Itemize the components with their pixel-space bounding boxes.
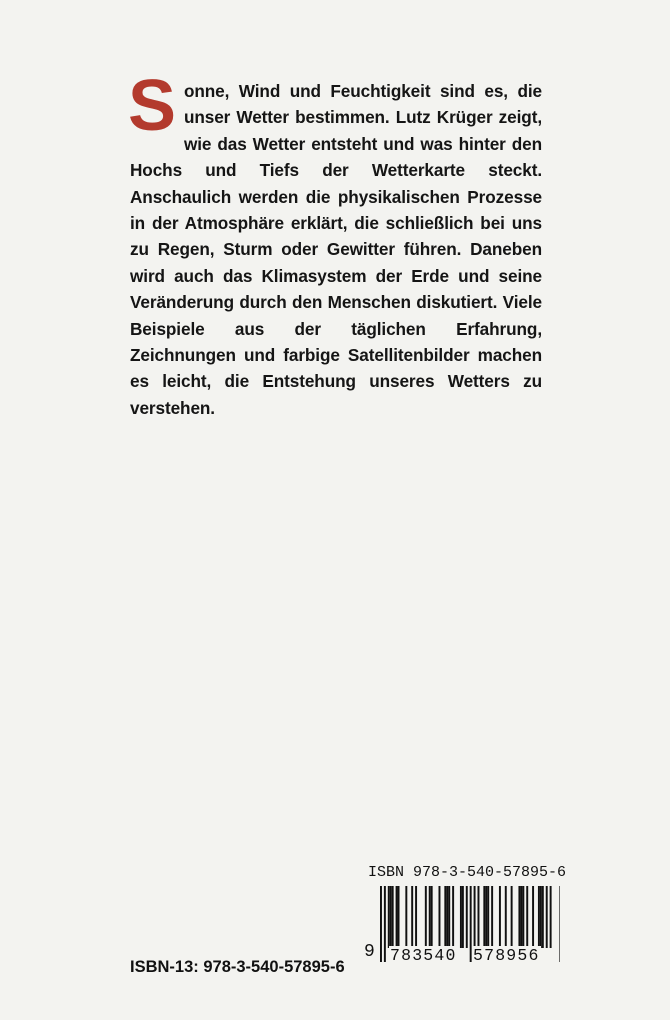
barcode-bar [429, 886, 431, 948]
barcode-bar [462, 886, 464, 948]
barcode-bar [540, 886, 542, 948]
barcode-bar [431, 886, 433, 948]
barcode-bar [448, 886, 450, 948]
barcode-bar [483, 886, 485, 948]
barcode-left-digits: 783540 [390, 946, 457, 965]
barcode-first-digit: 9 [364, 942, 375, 962]
barcode-bar [460, 886, 462, 948]
barcode-bar [532, 886, 534, 948]
back-cover-blurb [128, 66, 542, 421]
barcode-bar [526, 886, 528, 948]
barcode-bar [392, 886, 394, 948]
barcode-bar [390, 886, 392, 948]
barcode-bar [446, 886, 448, 948]
barcode-bar [546, 886, 548, 948]
barcode-bar [550, 886, 552, 948]
barcode-bar [520, 886, 522, 948]
barcode-bar [405, 886, 407, 948]
barcode-guard-bar [384, 886, 386, 962]
barcode-bar [487, 886, 489, 948]
blurb-text: onne, Wind und Feuchtigkeit sind es, die unser Wetter bestimmen. Lutz Krüger zeigt, wie das Wetter entsteht und was hinter den Hochs und Tiefs der Wetterkarte steckt. Anschaulich werden die physikalischen Prozesse in der Atmosphäre erklärt, die schließlich bei uns zu Regen, Sturm oder Gewitter führen. Daneben wird auch das Klimasystem der Erde und seine Veränderung durch den Menschen diskutiert. Viele Beispiele aus der täglichen Erfahrung, Zeichnungen und farbige Satellitenbilder machen es leicht, die Entstehung unseres Wetters zu verstehen. [130, 81, 542, 418]
barcode-bar [542, 886, 544, 948]
barcode-bar [518, 886, 520, 948]
barcode-bar [485, 886, 487, 948]
barcode-bar [388, 886, 390, 948]
barcode-bar [538, 886, 540, 948]
barcode-bar [398, 886, 400, 948]
barcode-bar [505, 886, 507, 948]
barcode [362, 864, 567, 984]
barcode-bar [522, 886, 524, 948]
barcode-bar [499, 886, 501, 948]
drop-cap: S [128, 66, 176, 146]
barcode-guard-bar [380, 886, 382, 962]
barcode-bar [444, 886, 446, 948]
isbn13-label: ISBN-13: 978-3-540-57895-6 [130, 958, 345, 976]
blurb-paragraph [128, 66, 542, 421]
barcode-bar [396, 886, 398, 948]
barcode-right-digits: 578956 [473, 946, 540, 965]
barcode-bar [466, 886, 468, 948]
barcode-isbn-label: ISBN 978-3-540-57895-6 [368, 864, 567, 881]
barcode-bar [511, 886, 513, 948]
barcode-bar [491, 886, 493, 948]
barcode-bar [415, 886, 417, 948]
barcode-bar [452, 886, 454, 948]
barcode-bar [439, 886, 441, 948]
barcode-bar [411, 886, 413, 948]
barcode-bar [425, 886, 427, 948]
barcode-guard-bar [559, 886, 560, 962]
barcode-bar [478, 886, 480, 948]
